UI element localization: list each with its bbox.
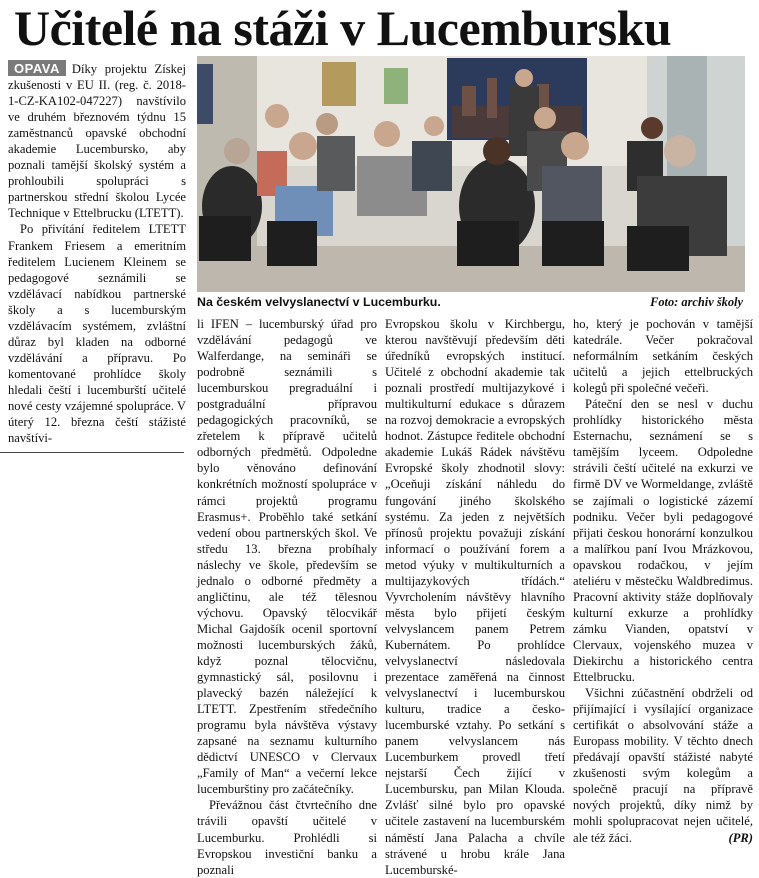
paragraph: Po přivítání ředitelem LTETT Frankem Friesem a emeritním ředitelem Lucienem Kleinem se pedagogové seznámili se vzdělávací nabídkou partnerské školy a s lucemburským vzdělávacím systémem, zvláštní důraz byl kladen na odborné vzdělávání a přípravu. Po komentované prohlídce školy hledali čeští i lucemburští učitelé nové cesty vzájemné spolupráce. V úterý 12. března čeští stážisté navštívi- (8, 222, 186, 446)
article-photo (197, 56, 745, 292)
caption-text: Na českém velvyslanectví v Lucemburku. (197, 295, 441, 309)
headline: Učitelé na stáži v Lucembursku (14, 0, 672, 56)
paragraph: ho, který je pochován v tamější katedrále. Večer pokračoval neformálním setkáním českých učitelů a jejich ettelbruckých kolegů při společné večeři. (573, 317, 753, 396)
article-column-4 (573, 316, 753, 846)
photo-credit: Foto: archiv školy (650, 295, 743, 309)
article-column-1 (8, 60, 186, 446)
paragraph: li IFEN – lucemburský úřad pro vzdělávání pedagogů ve Walferdange, na semináři se podrobně seznámili s lucemburskou pregraduální i postgraduální přípravou pedagogických pracovníků, se zřetelem k přípravě učitelů odborných předmětů. Odpoledne bylo věnováno definování konkrétních možností spolupráce v rámci projektů programu Erasmus+. Proběhlo také setkání vedení obou partnerských škol. Ve středu 13. března probíhaly náslechy ve škole, především se jednalo o odborné předměty a angličtinu, ale též tělesnou výchovu. Opavský tělocvikář Michal Gajdošík ocenil sportovní možnosti lucemburských žáků, když poznal tělocvičnu, gymnastický sál, posilovnu i plavecký bazén náležející k LTETT. Zpestřením středečního programu byla návštěva výstavy zapsané na seznamu kulturního dědictví UNESCO v Clervaux „Family of Man“ a večerní lekce lucemburštiny pro začátečníky. (197, 317, 377, 797)
paragraph: Páteční den se nesl v duchu prohlídky historického města Esternachu, seznámení se s tamějším lyceem. Odpoledne strávili čeští učitelé na exkurzi ve firmě DV ve Wormeldange, zvláště se zajímali o logistické zázemí podniku. Večer byli pedagogové přijati českou honorární konzulkou a malířkou paní Ivou Mrázkovou, opavskou rodačkou, v jejím ateliéru v městečku Waldbredimus. Pracovní aktivity stáže doplňovaly kulturní exkurze a prohlídky zámku Vianden, opatství v Clervaux, vojenského muzea v Diekirchu a historického centra Ettelbrucku. (573, 397, 753, 685)
article-column-3 (385, 316, 565, 878)
dateline-badge: OPAVA (8, 60, 66, 76)
paragraph: Převážnou část čtvrtečního dne trávili opavští učitelé v Lucemburku. Prohlédli si Evropskou investiční banku a poznali (197, 798, 377, 877)
paragraph: Evropskou školu v Kirchbergu, kterou navštěvují především děti úředníků evropských institucí. Učitelé z obchodní akademie tak poznali prostředí multijazykové i multikulturní edukace s důrazem na rozvoj demokracie a evropských hodnot. Zástupce ředitele obchodní akademie Lukáš Rádek návštěvu Evropské školy zhodnotil slovy: „Oceňuji získání náhledu do fungování jiného školského systému. Za jeden z největších přínosů projektu považuji získání informací o používání forem a metod výuky v multikulturních a multijazykových třídách.“ Vyvrcholením návštěvy hlavního města bylo přijetí českým velvyslancem panem Petrem Kubernátem. Po prohlídce velvyslanectví následovala prezentace zaměřená na činnost velvyslanectví i lucemburskou kulturu, tradice a česko-lucemburské vztahy. Po setkání s panem velvyslancem nás Lucemburkem provedl třetí nejstarší Čech žijící v Lucembursku, pan Milan Klouda. Zvlášť silné bylo pro opavské učitele zastavení na lucemburském náměstí Jana Palacha a chvíle strávené u hrobu krále Jana Lucemburské- (385, 317, 565, 877)
paragraph (573, 685, 753, 845)
lead-paragraph (8, 60, 186, 221)
photo-caption (197, 294, 745, 310)
lead-text: Díky projektu Získej zkušenosti v EU II. (reg. č. 2018-1-CZ-KA102-047227) navštívilo ve druhém březnovém týdnu 15 zaměstnanců opavské obchodní akademie Lucembursko, aby poznali tamější školský systém a prohloubili spolupráci s partnerskou střední školou Lycée Technique v Ettelbrucku (LTETT). (8, 62, 186, 221)
article-column-2 (197, 316, 377, 878)
author-signature: (PR) (728, 830, 753, 845)
column-divider (0, 452, 184, 453)
closing-text: Všichni zúčastnění obdrželi od přijímající i vysílající organizace certifikát o absolvování stáže a Europass mobility. V těchto dnech předávají opavští stážisté nabyté zkušenosti svým kolegům a společně pracují na přípravě nových projektů, díky nimž by mohli spolupracovat nejen učitelé, ale též žáci. (573, 686, 753, 845)
